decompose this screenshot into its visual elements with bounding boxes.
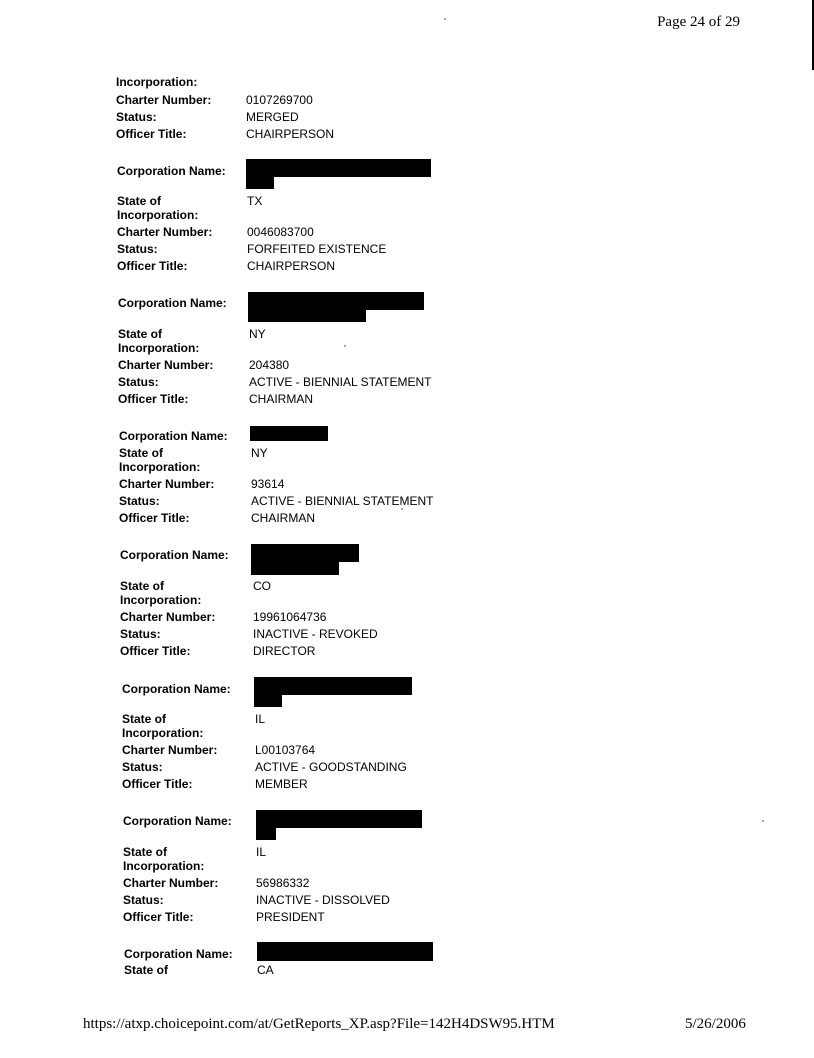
corp-name-label: Corporation Name: [120,548,229,562]
incorp-label: Incorporation: [123,859,205,873]
status-value: INACTIVE - DISSOLVED [256,893,390,907]
state-of-label: State of [124,963,169,977]
officer-label: Officer Title: [116,127,187,141]
status-label: Status: [119,494,160,508]
officer-value: MEMBER [255,777,308,791]
redaction-bar [250,426,328,441]
state-value: IL [255,712,266,726]
scan-speck [344,345,346,347]
charter-label: Charter Number: [123,876,219,890]
footer-date: 5/26/2006 [685,1016,746,1032]
incorp-label: Incorporation: [122,726,204,740]
state-of-label: State of [120,579,165,593]
officer-value: CHAIRPERSON [247,259,336,273]
redaction-bar [248,292,424,310]
corp-name-label: Corporation Name: [118,296,227,310]
redaction-bar [256,827,276,840]
charter-value: 204380 [249,358,290,372]
corp-name-label: Corporation Name: [124,947,233,961]
officer-label: Officer Title: [117,259,188,273]
charter-label: Charter Number: [118,358,214,372]
redaction-bar [254,694,282,707]
status-value: MERGED [246,110,299,124]
redaction-bar [251,544,359,562]
state-value: IL [256,845,267,859]
status-value: FORFEITED EXISTENCE [247,242,387,256]
status-label: Status: [118,375,159,389]
footer-url: https://atxp.choicepoint.com/at/GetReports_XP.asp?File=142H4DSW95.HTM [83,1016,555,1032]
incorporation-label: Incorporation: [116,75,198,89]
corp-name-label: Corporation Name: [117,164,226,178]
officer-value: CHAIRMAN [251,511,316,525]
charter-label: Charter Number: [119,477,215,491]
corp-name-label: Corporation Name: [123,814,232,828]
officer-label: Officer Title: [122,777,193,791]
status-label: Status: [122,760,163,774]
charter-label: Charter Number: [122,743,218,757]
scan-speck [401,508,403,510]
charter-value: 0107269700 [246,93,313,107]
status-label: Status: [117,242,158,256]
corp-name-label: Corporation Name: [122,682,231,696]
status-label: Status: [120,627,161,641]
charter-label: Charter Number: [120,610,216,624]
status-value: ACTIVE - BIENNIAL STATEMENT [249,375,432,389]
state-value: CA [257,963,274,977]
redaction-bar [246,159,431,177]
charter-value: L00103764 [255,743,316,757]
page-number: Page 24 of 29 [657,14,740,30]
scan-speck [762,820,764,822]
status-value: INACTIVE - REVOKED [253,627,378,641]
charter-label: Charter Number: [117,225,213,239]
incorp-label: Incorporation: [117,208,199,222]
incorp-label: Incorporation: [119,460,201,474]
officer-label: Officer Title: [123,910,194,924]
officer-label: Officer Title: [119,511,190,525]
status-label: Status: [123,893,164,907]
charter-label: Charter Number: [116,93,212,107]
state-of-label: State of [123,845,168,859]
state-of-label: State of [122,712,167,726]
charter-value: 19961064736 [253,610,327,624]
incorp-label: Incorporation: [118,341,200,355]
redaction-bar [246,176,274,189]
officer-value: CHAIRMAN [249,392,314,406]
scan-speck [444,18,446,20]
status-value: ACTIVE - GOODSTANDING [255,760,407,774]
redaction-bar [251,561,339,575]
officer-label: Officer Title: [120,644,191,658]
officer-value: PRESIDENT [256,910,325,924]
officer-value: DIRECTOR [253,644,316,658]
officer-label: Officer Title: [118,392,189,406]
state-value: TX [247,194,263,208]
status-label: Status: [116,110,157,124]
state-value: NY [249,327,266,341]
redaction-bar [256,810,422,828]
officer-value: CHAIRPERSON [246,127,335,141]
redaction-bar [248,309,366,322]
charter-value: 93614 [251,477,285,491]
charter-value: 0046083700 [247,225,314,239]
state-of-label: State of [118,327,163,341]
charter-value: 56986332 [256,876,310,890]
status-value: ACTIVE - BIENNIAL STATEMENT [251,494,434,508]
redaction-bar [254,677,412,695]
state-value: NY [251,446,268,460]
redaction-bar [257,942,433,961]
state-of-label: State of [117,194,162,208]
state-value: CO [253,579,271,593]
state-of-label: State of [119,446,164,460]
incorp-label: Incorporation: [120,593,202,607]
corp-name-label: Corporation Name: [119,429,228,443]
